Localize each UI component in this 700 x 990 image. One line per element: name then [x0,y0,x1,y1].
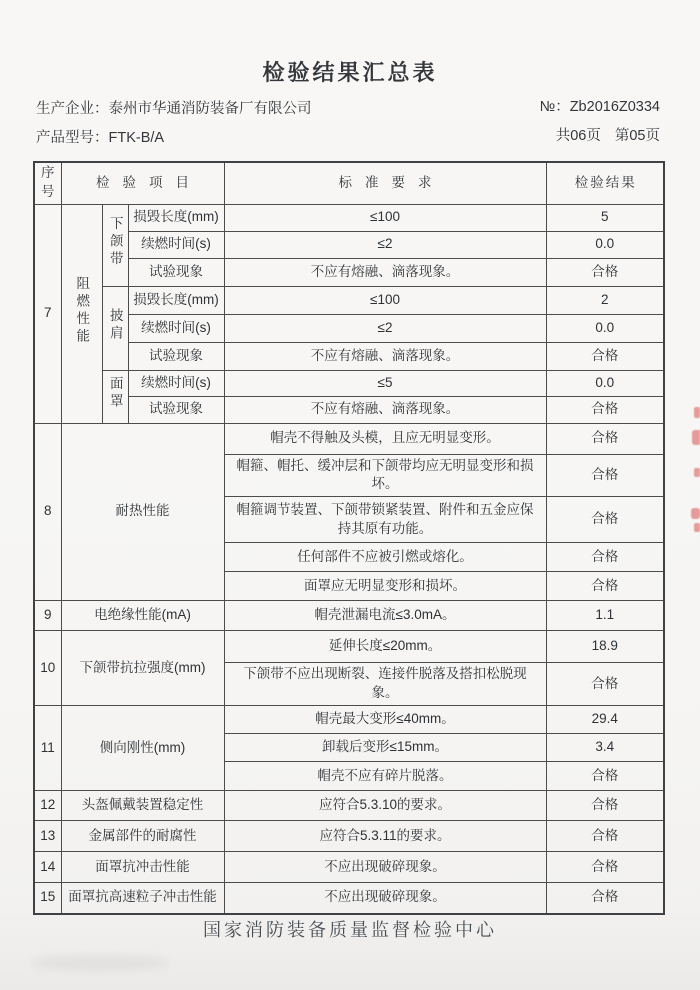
result-cell: 合格 [546,543,664,572]
standard-cell: 帽壳最大变形≤40mm。 [224,706,546,734]
standard-cell: 帽壳不应有碎片脱落。 [224,762,546,791]
item-cell: 电绝缘性能(mA) [61,601,224,631]
col-header-item: 检验项目 [61,162,224,204]
seq-cell: 8 [34,423,61,601]
standard-cell: 应符合5.3.11的要求。 [224,821,546,852]
model-label: 产品型号： [36,130,109,146]
page-current: 第05页 [614,128,660,144]
manufacturer-label: 生产企业： [36,101,109,117]
item-cell: 试验现象 [128,342,224,370]
standard-cell: 不应有熔融、滴落现象。 [224,258,546,286]
standard-cell: 延伸长度≤20mm。 [224,631,546,663]
results-table [33,161,665,915]
result-cell: 合格 [546,342,664,370]
table-row [34,631,664,663]
result-cell: 合格 [546,852,664,883]
table-row [34,821,664,852]
result-cell: 合格 [546,791,664,821]
standard-cell: 卸载后变形≤15mm。 [224,734,546,762]
seq-cell: 14 [34,852,61,883]
standard-cell: 帽箍、帽托、缓冲层和下颌带均应无明显变形和损坏。 [224,454,546,497]
result-cell: 合格 [546,423,664,454]
item-cell: 损毁长度(mm) [128,286,224,314]
standard-cell: ≤2 [224,231,546,258]
table-row [34,258,664,286]
red-edge-mark [694,407,700,418]
page-count: 共06页 [555,128,601,144]
scan-smudge [30,955,170,971]
table-row [34,791,664,821]
manufacturer-line [36,97,312,118]
item-cell: 续燃时间(s) [128,370,224,396]
table-row [34,706,664,734]
subgroup-cell: 下颌带 [102,204,128,286]
manufacturer-value: 泰州市华通消防装备厂有限公司 [108,101,312,117]
red-edge-mark [694,468,700,477]
table-row [34,342,664,370]
red-edge-mark [692,430,700,445]
model-value: FTK-B/A [108,130,165,146]
standard-cell: 下颌带不应出现断裂、连接件脱落及搭扣松脱现象。 [224,663,546,706]
result-cell: 29.4 [546,706,664,734]
table-row [34,204,664,231]
item-cell: 续燃时间(s) [128,231,224,258]
pagination [556,124,660,145]
result-cell: 合格 [546,454,664,497]
standard-cell: 应符合5.3.10的要求。 [224,791,546,821]
item-cell: 面罩抗高速粒子冲击性能 [61,883,224,914]
result-cell: 0.0 [546,370,664,396]
result-cell: 2 [546,286,664,314]
col-header-standard: 标准要求 [224,162,546,204]
result-cell: 合格 [546,396,664,423]
result-cell: 合格 [546,762,664,791]
standard-cell: 不应有熔融、滴落现象。 [224,342,546,370]
table-header-row [34,162,664,204]
red-edge-mark [691,508,700,519]
table-row [34,883,664,914]
doc-number-label: №： [539,99,570,115]
result-cell: 合格 [546,821,664,852]
standard-cell: ≤100 [224,204,546,231]
standard-cell: 帽壳泄漏电流≤3.0mA。 [224,601,546,631]
table-row [34,852,664,883]
standard-cell: 任何部件不应被引燃或熔化。 [224,543,546,572]
table-row [34,396,664,423]
standard-cell: 不应有熔融、滴落现象。 [224,396,546,423]
footer-org-name: 国家消防装备质量监督检验中心 [203,920,497,940]
model-line [36,126,164,147]
seq-cell: 10 [34,631,61,706]
table-row [34,370,664,396]
result-cell: 合格 [546,663,664,706]
result-cell: 合格 [546,497,664,543]
seq-cell: 9 [34,601,61,631]
result-cell: 合格 [546,883,664,914]
item-cell: 侧向刚性(mm) [61,706,224,791]
standard-cell: ≤5 [224,370,546,396]
item-cell: 耐热性能 [61,423,224,601]
item-cell: 续燃时间(s) [128,314,224,342]
seq-cell: 7 [34,204,61,423]
page-title: 检验结果汇总表 [262,60,438,85]
subgroup-cell: 披肩 [102,286,128,370]
seq-cell: 13 [34,821,61,852]
item-cell: 试验现象 [128,258,224,286]
standard-cell: 帽壳不得触及头模，且应无明显变形。 [224,423,546,454]
seq-cell: 11 [34,706,61,791]
result-cell: 18.9 [546,631,664,663]
table-row [34,286,664,314]
standard-cell: ≤100 [224,286,546,314]
item-cell: 损毁长度(mm) [128,204,224,231]
standard-cell: 不应出现破碎现象。 [224,852,546,883]
result-cell: 合格 [546,258,664,286]
result-cell: 0.0 [546,314,664,342]
doc-number [540,95,660,116]
table-row [34,423,664,454]
table-row [34,601,664,631]
col-header-result: 检验结果 [546,162,664,204]
item-cell: 头盔佩戴装置稳定性 [61,791,224,821]
item-cell: 下颌带抗拉强度(mm) [61,631,224,706]
seq-cell: 15 [34,883,61,914]
standard-cell: ≤2 [224,314,546,342]
result-cell: 1.1 [546,601,664,631]
result-cell: 合格 [546,572,664,601]
red-edge-mark [694,523,700,532]
item-cell: 试验现象 [128,396,224,423]
result-cell: 3.4 [546,734,664,762]
standard-cell: 帽箍调节装置、下颌带锁紧装置、附件和五金应保持其原有功能。 [224,497,546,543]
seq-cell: 12 [34,791,61,821]
group-cell: 阻燃性能 [61,204,102,423]
item-cell: 金属部件的耐腐性 [61,821,224,852]
doc-number-value: Zb2016Z0334 [569,99,660,115]
result-cell: 0.0 [546,231,664,258]
result-cell: 5 [546,204,664,231]
subgroup-cell: 面罩 [102,370,128,423]
col-header-seq: 序号 [34,162,61,204]
standard-cell: 面罩应无明显变形和损坏。 [224,572,546,601]
table-row [34,231,664,258]
standard-cell: 不应出现破碎现象。 [224,883,546,914]
item-cell: 面罩抗冲击性能 [61,852,224,883]
table-row [34,314,664,342]
